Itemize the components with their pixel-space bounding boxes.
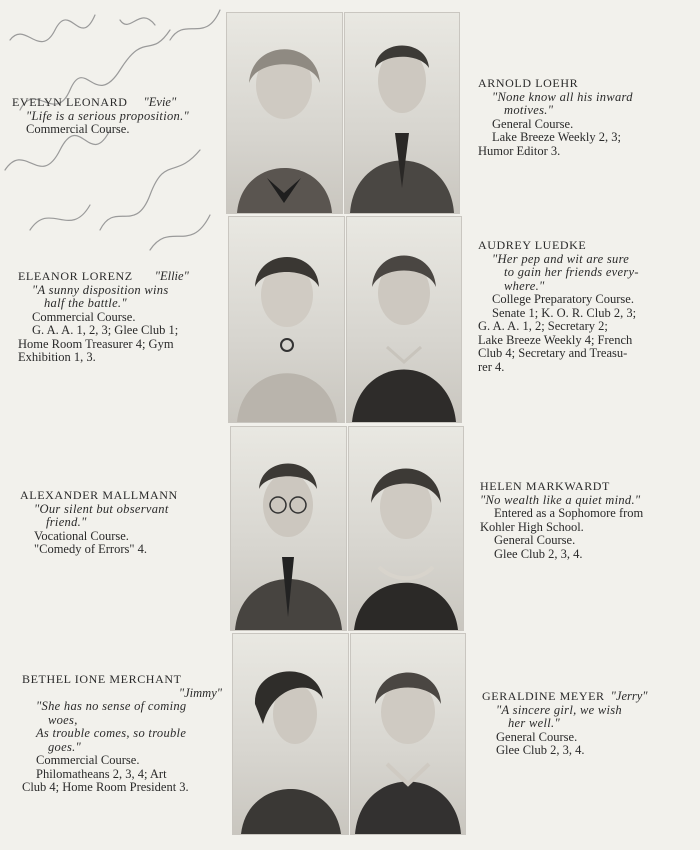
student-quote: "Life is a serious proposition."	[26, 108, 190, 123]
student-name: EVELYN LEONARD	[12, 95, 128, 109]
student-detail: Glee Club 2, 3, 4.	[494, 546, 583, 561]
student-quote: "A sincere girl, we wish	[496, 702, 622, 717]
student-detail: Commercial Course.	[36, 753, 140, 767]
student-quote: goes."	[48, 739, 82, 754]
student-name: ELEANOR LORENZ	[18, 269, 133, 283]
student-detail: General Course.	[496, 729, 578, 744]
student-name: BETHEL IONE MERCHANT	[22, 672, 182, 686]
student-nickname: "Jimmy"	[178, 685, 222, 700]
portrait-photo	[232, 633, 349, 835]
student-detail: Kohler High School.	[480, 519, 584, 534]
student-entry	[22, 673, 222, 795]
student-entry	[20, 489, 220, 557]
student-quote: "No wealth like a quiet mind."	[480, 492, 641, 507]
student-name: HELEN MARKWARDT	[480, 479, 610, 493]
student-entry	[480, 480, 692, 561]
student-detail: rer 4.	[478, 359, 505, 374]
student-detail: General Course.	[494, 533, 576, 547]
student-detail: Humor Editor 3.	[478, 143, 561, 158]
student-name: ALEXANDER MALLMANN	[20, 488, 178, 502]
student-detail: Vocational Course.	[34, 528, 129, 543]
student-quote: friend."	[46, 515, 87, 529]
student-nickname: "Ellie"	[154, 269, 189, 283]
student-quote: half the battle."	[44, 296, 127, 310]
student-quote: "None know all his inward	[492, 89, 633, 104]
student-quote: where."	[504, 278, 545, 293]
student-detail: Club 4; Secretary and Treasu-	[478, 346, 628, 360]
portrait-photo	[346, 216, 462, 423]
student-quote: her well."	[508, 716, 560, 730]
student-quote: to gain her friends every-	[504, 265, 639, 279]
student-detail: Home Room Treasurer 4; Gym	[18, 336, 174, 351]
student-detail: G. A. A. 1, 2; Secretary 2;	[478, 319, 608, 333]
student-detail: Lake Breeze Weekly 4; French	[478, 332, 633, 347]
student-detail: General Course.	[492, 116, 574, 131]
student-detail: Commercial Course.	[32, 309, 136, 324]
portrait-photo	[228, 216, 345, 423]
student-quote: "She has no sense of coming	[36, 699, 187, 713]
student-quote: "A sunny disposition wins	[32, 282, 169, 297]
student-quote: motives."	[504, 103, 554, 117]
student-quote: woes,	[48, 712, 78, 727]
student-name: GERALDINE MEYER	[482, 689, 605, 703]
student-name: AUDREY LUEDKE	[478, 238, 587, 252]
student-quote: "Our silent but observant	[34, 501, 169, 516]
student-detail: Exhibition 1, 3.	[18, 350, 96, 364]
student-entry	[12, 96, 217, 137]
student-nickname: "Jerry"	[610, 689, 648, 703]
student-detail: Glee Club 2, 3, 4.	[496, 743, 585, 757]
student-entry	[18, 270, 218, 365]
student-detail: Entered as a Sophomore from	[494, 506, 644, 520]
student-detail: College Preparatory Course.	[492, 292, 634, 306]
portrait-photo	[350, 633, 466, 835]
portrait-photo	[230, 426, 347, 631]
student-detail: Lake Breeze Weekly 2, 3;	[492, 130, 621, 144]
portrait-photo	[226, 12, 343, 214]
student-detail: "Comedy of Errors" 4.	[34, 542, 147, 556]
student-quote: "Her pep and wit are sure	[492, 251, 630, 266]
student-nickname: "Evie"	[143, 95, 177, 109]
student-quote: As trouble comes, so trouble	[36, 726, 187, 740]
student-detail: Philomatheans 2, 3, 4; Art	[36, 766, 167, 781]
portrait-photo	[348, 426, 464, 631]
portrait-photo	[344, 12, 460, 214]
student-entry	[478, 77, 690, 158]
student-entry	[482, 690, 694, 758]
student-name: ARNOLD LOEHR	[478, 76, 579, 90]
student-entry	[478, 239, 692, 374]
student-detail: G. A. A. 1, 2, 3; Glee Club 1;	[32, 323, 179, 337]
student-detail: Club 4; Home Room President 3.	[22, 780, 189, 794]
student-detail: Commercial Course.	[26, 122, 130, 136]
student-detail: Senate 1; K. O. R. Club 2, 3;	[492, 305, 637, 320]
